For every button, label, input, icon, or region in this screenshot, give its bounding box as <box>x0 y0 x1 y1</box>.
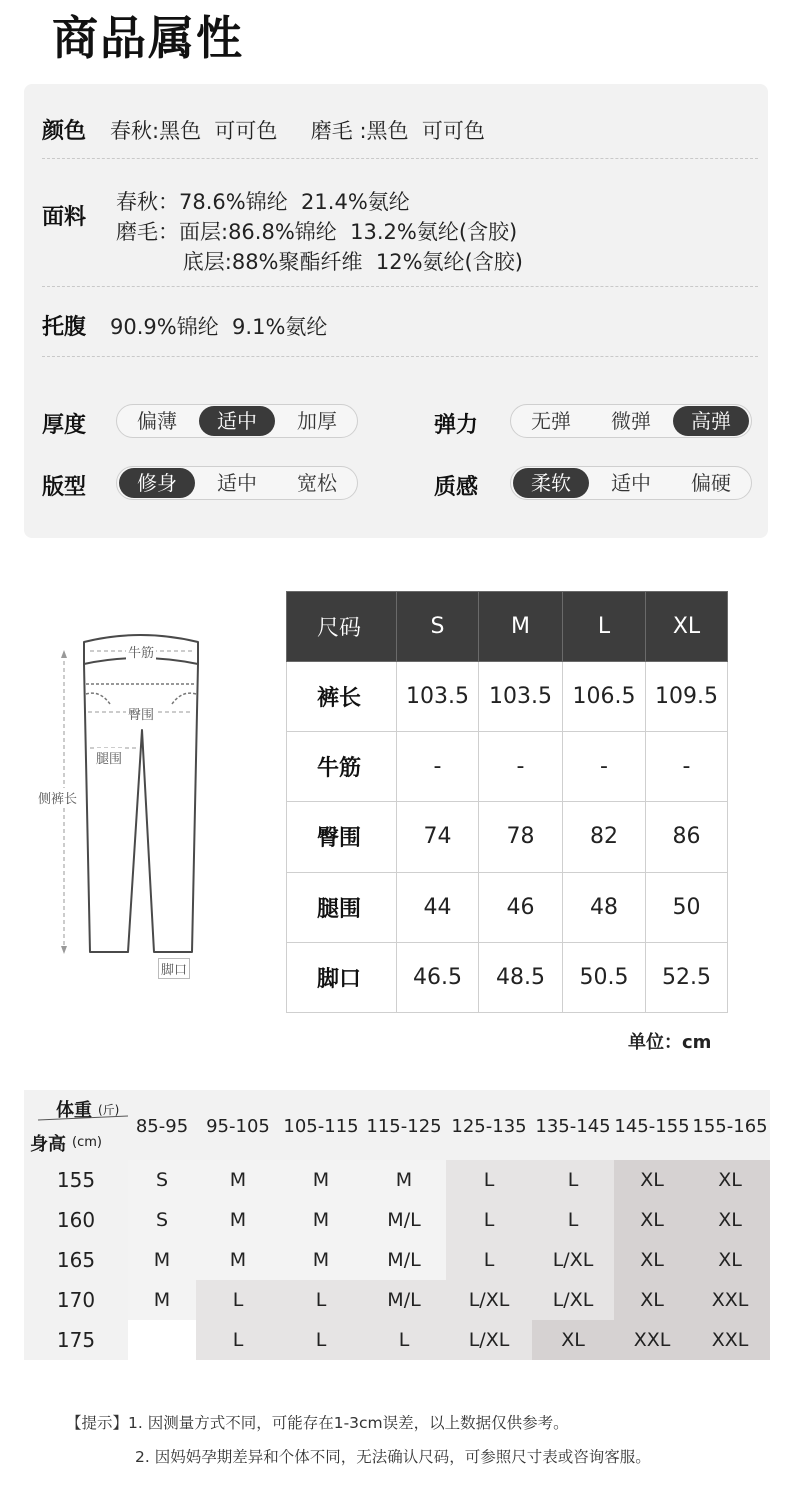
elasticity-option[interactable]: 微弹 <box>611 409 651 433</box>
divider <box>42 356 758 357</box>
size-table <box>286 591 728 1013</box>
table-cell: 109.5 <box>646 662 728 732</box>
table-cell: 46 <box>479 872 563 942</box>
table-cell: 103.5 <box>397 662 479 732</box>
size-recommendation-cell: L <box>446 1240 532 1280</box>
size-recommendation-cell: L <box>532 1200 614 1240</box>
hem-label: 脚口 <box>158 958 190 979</box>
table-cell: - <box>646 732 728 802</box>
texture-selector <box>510 466 752 500</box>
size-recommendation-cell: M <box>196 1160 280 1200</box>
table-cell: 103.5 <box>479 662 563 732</box>
unit-note: 单位：cm <box>628 1032 712 1053</box>
weight-range-header: 85-95 <box>135 1116 189 1137</box>
table-cell: 50.5 <box>563 942 646 1012</box>
size-recommendation-cell: M/L <box>362 1240 446 1280</box>
height-row-header: 155 <box>24 1160 128 1200</box>
size-recommendation-cell: L/XL <box>532 1280 614 1320</box>
size-table-header <box>287 592 728 662</box>
weight-unit: (斤) <box>98 1103 120 1117</box>
size-recommendation-cell: XL <box>690 1240 770 1280</box>
table-cell: 86 <box>646 802 728 872</box>
size-recommendation-cell: XL <box>614 1160 690 1200</box>
table-cell: 46.5 <box>397 942 479 1012</box>
size-recommendation-cell: XL <box>690 1160 770 1200</box>
size-recommendation-cell: XL <box>690 1200 770 1240</box>
weight-range-header: 145-155 <box>614 1116 690 1137</box>
table-cell: 78 <box>479 802 563 872</box>
table-cell: 74 <box>397 802 479 872</box>
color-label: 颜色 <box>42 119 87 144</box>
fit-option[interactable]: 修身 <box>119 468 195 498</box>
table-cell: - <box>563 732 646 802</box>
table-cell: 48 <box>563 872 646 942</box>
size-header-cell: 尺码 <box>287 592 397 662</box>
size-recommendation-cell: L <box>196 1280 280 1320</box>
elasticity-label: 弹力 <box>434 413 479 438</box>
table-cell: 44 <box>397 872 479 942</box>
size-recommendation-cell: XL <box>614 1240 690 1280</box>
table-row <box>287 732 728 802</box>
fabric-line-1: 春秋：78.6%锦纶 21.4%氨纶 <box>116 190 410 214</box>
side-length-label: 侧裤长 <box>36 788 79 807</box>
page-title: 商品属性 <box>52 11 244 65</box>
size-recommendation-cell: L <box>280 1280 362 1320</box>
hip-label: 臀围 <box>126 704 156 723</box>
row-label: 裤长 <box>287 662 397 732</box>
texture-option[interactable]: 偏硬 <box>691 471 731 495</box>
table-cell: 50 <box>646 872 728 942</box>
divider <box>42 158 758 159</box>
size-recommendation-cell: M <box>280 1200 362 1240</box>
texture-label: 质感 <box>434 475 479 500</box>
weight-axis-label: 体重 <box>56 1100 92 1121</box>
size-recommendation-cell: M <box>362 1160 446 1200</box>
height-row-header: 170 <box>24 1280 128 1320</box>
table-cell: 82 <box>563 802 646 872</box>
texture-option[interactable]: 适中 <box>611 471 651 495</box>
pants-diagram <box>30 620 230 990</box>
tip-line: 【提示】1. 因测量方式不同，可能存在1-3cm误差，以上数据仅供参考。 <box>66 1414 569 1432</box>
size-recommendation-cell: XL <box>614 1200 690 1240</box>
table-cell: - <box>397 732 479 802</box>
thickness-option[interactable]: 偏薄 <box>137 409 177 433</box>
elasticity-option[interactable]: 无弹 <box>531 409 571 433</box>
size-recommendation-cell: M <box>196 1200 280 1240</box>
size-recommendation-cell: XXL <box>690 1320 770 1360</box>
size-recommendation-cell: L/XL <box>446 1320 532 1360</box>
fit-option[interactable]: 宽松 <box>297 471 337 495</box>
size-header-cell: L <box>563 592 646 662</box>
fabric-line-3: 底层:88%聚酯纤维 12%氨纶(含胶) <box>116 250 523 274</box>
table-cell: 52.5 <box>646 942 728 1012</box>
table-row <box>287 872 728 942</box>
weight-range-header: 125-135 <box>451 1116 527 1137</box>
weight-range-header: 155-165 <box>692 1116 768 1137</box>
height-row-header: 175 <box>24 1320 128 1360</box>
size-header-cell: S <box>397 592 479 662</box>
tip-line: 2. 因妈妈孕期差异和个体不同，无法确认尺码，可参照尺寸表或咨询客服。 <box>66 1448 651 1466</box>
thickness-option[interactable]: 加厚 <box>297 409 337 433</box>
thickness-label: 厚度 <box>42 413 87 438</box>
size-recommendation-cell: XXL <box>690 1280 770 1320</box>
tips-notes <box>66 1406 651 1474</box>
size-recommendation-cell: S <box>128 1160 196 1200</box>
height-axis-label: 身高 <box>30 1134 66 1155</box>
size-header-cell: XL <box>646 592 728 662</box>
weight-range-header: 135-145 <box>535 1116 611 1137</box>
size-recommendation-cell: M/L <box>362 1280 446 1320</box>
thickness-option[interactable]: 适中 <box>199 406 275 436</box>
fit-option[interactable]: 适中 <box>217 471 257 495</box>
size-recommendation-cell: M/L <box>362 1200 446 1240</box>
thigh-label: 腿围 <box>94 748 124 767</box>
size-recommendation-cell: L <box>446 1160 532 1200</box>
fabric-line-2: 磨毛：面层:86.8%锦纶 13.2%氨纶(含胶) <box>116 220 518 244</box>
size-recommendation-cell: L <box>446 1200 532 1240</box>
weight-range-header: 95-105 <box>206 1116 270 1137</box>
elasticity-option[interactable]: 高弹 <box>673 406 749 436</box>
attribute-panel <box>24 84 768 538</box>
height-row-header: 160 <box>24 1200 128 1240</box>
size-recommendation-cell: XL <box>614 1280 690 1320</box>
texture-option[interactable]: 柔软 <box>513 468 589 498</box>
size-recommendation-cell: L/XL <box>532 1240 614 1280</box>
size-recommendation-cell: L <box>280 1320 362 1360</box>
table-cell: 106.5 <box>563 662 646 732</box>
elasticity-selector <box>510 404 752 438</box>
size-recommendation-cell: M <box>280 1240 362 1280</box>
table-cell: - <box>479 732 563 802</box>
row-label: 脚口 <box>287 942 397 1012</box>
size-recommendation-cell: M <box>128 1280 196 1320</box>
size-recommendation-cell: XL <box>532 1320 614 1360</box>
size-recommendation-cell: L <box>532 1160 614 1200</box>
table-cell: 48.5 <box>479 942 563 1012</box>
row-label: 牛筋 <box>287 732 397 802</box>
belly-value: 90.9%锦纶 9.1%氨纶 <box>110 315 328 339</box>
fit-selector <box>116 466 358 500</box>
size-recommendation-cell: L <box>362 1320 446 1360</box>
size-recommendation-cell: XXL <box>614 1320 690 1360</box>
fabric-label: 面料 <box>42 205 87 230</box>
belly-label: 托腹 <box>42 315 87 340</box>
size-recommendation-chart <box>24 1090 770 1366</box>
size-recommendation-cell: S <box>128 1200 196 1240</box>
size-recommendation-cell: M <box>196 1240 280 1280</box>
row-label: 臀围 <box>287 802 397 872</box>
table-row <box>287 662 728 732</box>
waistband-label: 牛筋 <box>126 642 156 661</box>
size-recommendation-cell: M <box>128 1240 196 1280</box>
height-unit: (cm) <box>72 1135 102 1150</box>
weight-range-header: 115-125 <box>366 1116 442 1137</box>
row-label: 腿围 <box>287 872 397 942</box>
size-header-cell: M <box>479 592 563 662</box>
height-row-header: 165 <box>24 1240 128 1280</box>
size-recommendation-cell: L/XL <box>446 1280 532 1320</box>
thickness-selector <box>116 404 358 438</box>
chart-corner <box>24 1090 128 1160</box>
size-recommendation-cell: L <box>196 1320 280 1360</box>
color-value: 春秋:黑色 可可色 磨毛 :黑色 可可色 <box>110 119 485 143</box>
fit-label: 版型 <box>42 475 87 500</box>
size-recommendation-cell <box>128 1320 196 1360</box>
divider <box>42 286 758 287</box>
table-row <box>287 942 728 1012</box>
size-recommendation-cell: M <box>280 1160 362 1200</box>
table-row <box>287 802 728 872</box>
weight-range-header: 105-115 <box>283 1116 359 1137</box>
